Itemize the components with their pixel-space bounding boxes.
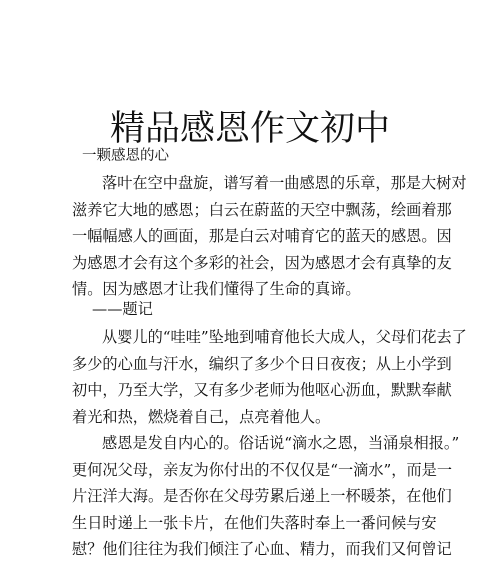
- paragraph-line: 从婴儿的“哇哇”坠地到哺育他长大成人，父母们花去了: [102, 328, 467, 346]
- paragraph-1: [72, 170, 467, 303]
- paragraph-line: 情。因为感恩才让我们懂得了生命的真谛。: [72, 280, 361, 298]
- paragraph-line: 一幅幅感人的画面，那是白云对哺育它的蓝天的感恩。因: [72, 227, 452, 245]
- paragraph-line: 初中，乃至大学，又有多少老师为他呕心沥血，默默奉献: [72, 381, 452, 399]
- essay-subheading: 一颗感恩的心: [82, 148, 169, 164]
- paragraph-line: 感恩是发自内心的。俗话说“滴水之恩，当涌泉相报。”: [102, 434, 460, 452]
- paragraph-line: 生日时递上一张卡片，在他们失落时奉上一番问候与安: [72, 513, 437, 532]
- paragraph-line: 为感恩才会有这个多彩的社会，因为感恩才会有真挚的友: [72, 253, 452, 272]
- paragraph-line: 多少的心血与汗水，编织了多少个日日夜夜；从上小学到: [72, 354, 452, 373]
- epigraph-attribution: ——题记: [92, 300, 153, 318]
- paragraph-2: [72, 324, 467, 430]
- paragraph-line: 片汪洋大海。是否你在父母劳累后递上一杯暖茶，在他们: [72, 487, 452, 505]
- paragraph-line: 慰？他们往往为我们倾注了心血、精力，而我们又何曾记: [72, 540, 452, 558]
- paragraph-line: 落叶在空中盘旋，谱写着一曲感恩的乐章，那是大树对: [102, 174, 467, 192]
- paragraph-3: [72, 430, 460, 563]
- paragraph-line: 滋养它大地的感恩；白云在蔚蓝的天空中飘荡，绘画着那: [72, 200, 452, 219]
- paragraph-line: 着光和热，燃烧着自己，点亮着他人。: [72, 407, 331, 426]
- document-title: 精品感恩作文初中: [109, 109, 390, 150]
- paragraph-line: 更何况父母，亲友为你付出的不仅仅是“一滴水”，而是一: [72, 460, 453, 479]
